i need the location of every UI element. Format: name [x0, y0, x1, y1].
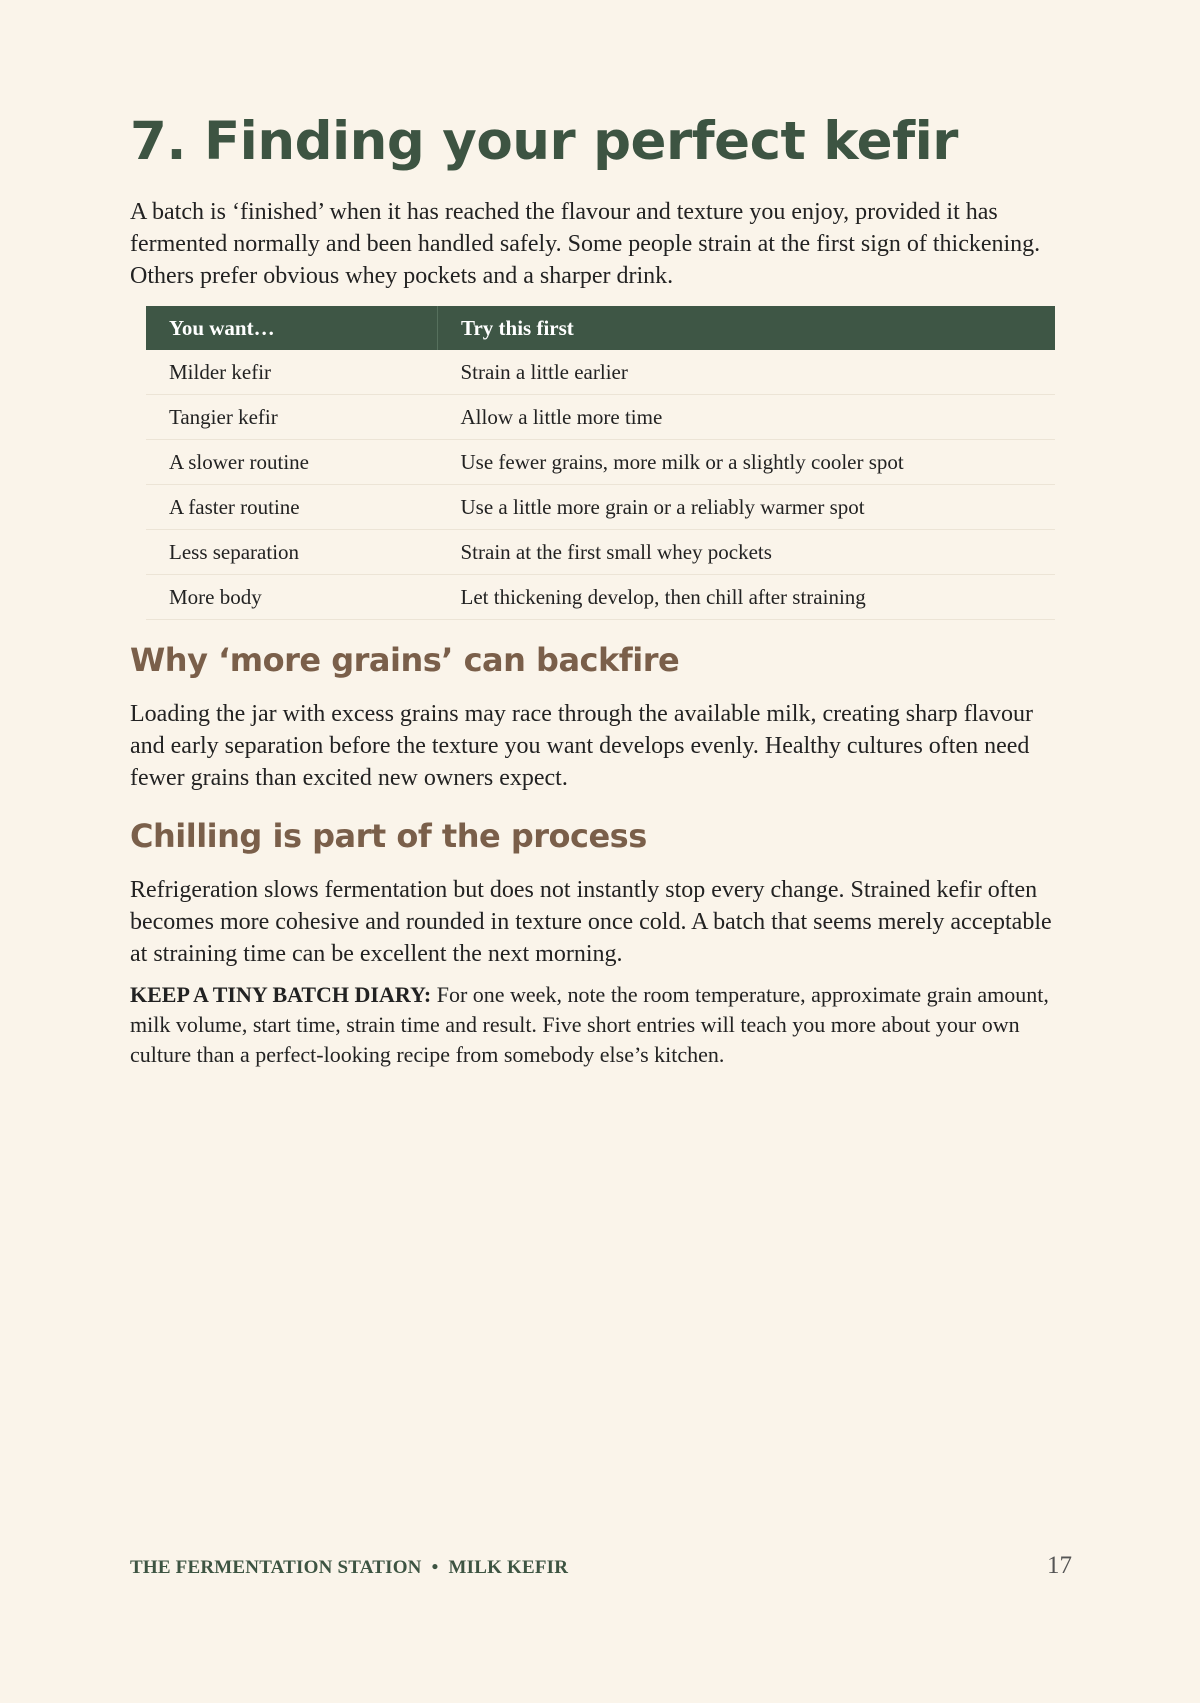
- footer-section: MILK KEFIR: [448, 1557, 569, 1578]
- column-header-try-this-first: Try this first: [438, 306, 1056, 350]
- page-content: [130, 110, 1072, 1070]
- column-header-you-want: You want…: [146, 306, 438, 350]
- table-cell: Strain at the first small whey pockets: [438, 530, 1056, 575]
- table-cell: Use a little more grain or a reliably warmer spot: [438, 485, 1056, 530]
- tip-label: KEEP A TINY BATCH DIARY:: [130, 982, 432, 1007]
- section-body-more-grains: Loading the jar with excess grains may race through the available milk, creating sharp flavour and early separation before the texture you want develops evenly. Healthy cultures often need fewer grains than excited new owners expect.: [130, 701, 1034, 791]
- footer-publication: THE FERMENTATION STATION: [130, 1557, 422, 1578]
- section-heading-chilling: Chilling is part of the process: [130, 817, 647, 855]
- footer-separator: •: [431, 1557, 439, 1578]
- table-cell: Allow a little more time: [438, 395, 1056, 440]
- table-cell: Tangier kefir: [146, 395, 438, 440]
- tip-text: For one week, note the room temperature, approximate grain amount, milk volume, start time, strain time and result. Five short entries will teach you more about your own culture than a perfect-looking recipe from somebody else’s kitchen.: [130, 982, 1049, 1067]
- running-footer: [130, 1557, 568, 1579]
- page-number: 17: [1047, 1552, 1072, 1579]
- table-row: [146, 395, 1055, 440]
- table-header-row: [146, 306, 1055, 350]
- table-cell: Less separation: [146, 530, 438, 575]
- table-row: [146, 440, 1055, 485]
- table-cell: A slower routine: [146, 440, 438, 485]
- table-cell: Use fewer grains, more milk or a slightly cooler spot: [438, 440, 1056, 485]
- batch-diary-tip: [130, 980, 1072, 1070]
- table-row: [146, 485, 1055, 530]
- table-cell: Milder kefir: [146, 350, 438, 395]
- section-body-chilling: Refrigeration slows fermentation but does not instantly stop every change. Strained kefir often becomes more cohesive and rounded in texture once cold. A batch that seems merely acceptable at straining time can be excellent the next morning.: [130, 877, 1052, 967]
- page-footer: [130, 1552, 1072, 1580]
- table-row: [146, 575, 1055, 620]
- table-cell: A faster routine: [146, 485, 438, 530]
- table-cell: Strain a little earlier: [438, 350, 1056, 395]
- table-row: [146, 350, 1055, 395]
- table-cell: More body: [146, 575, 438, 620]
- table-cell: Let thickening develop, then chill after straining: [438, 575, 1056, 620]
- section-heading-more-grains: Why ‘more grains’ can backfire: [130, 641, 680, 679]
- table-row: [146, 530, 1055, 575]
- page-title: 7. Finding your perfect kefir: [130, 111, 958, 172]
- intro-paragraph: A batch is ‘finished’ when it has reached the flavour and texture you enjoy, provided it has fermented normally and been handled safely. Some people strain at the first sign of thickening. Others prefer obvious whey pockets and a sharper drink.: [130, 199, 1041, 289]
- adjustment-table: [146, 306, 1055, 620]
